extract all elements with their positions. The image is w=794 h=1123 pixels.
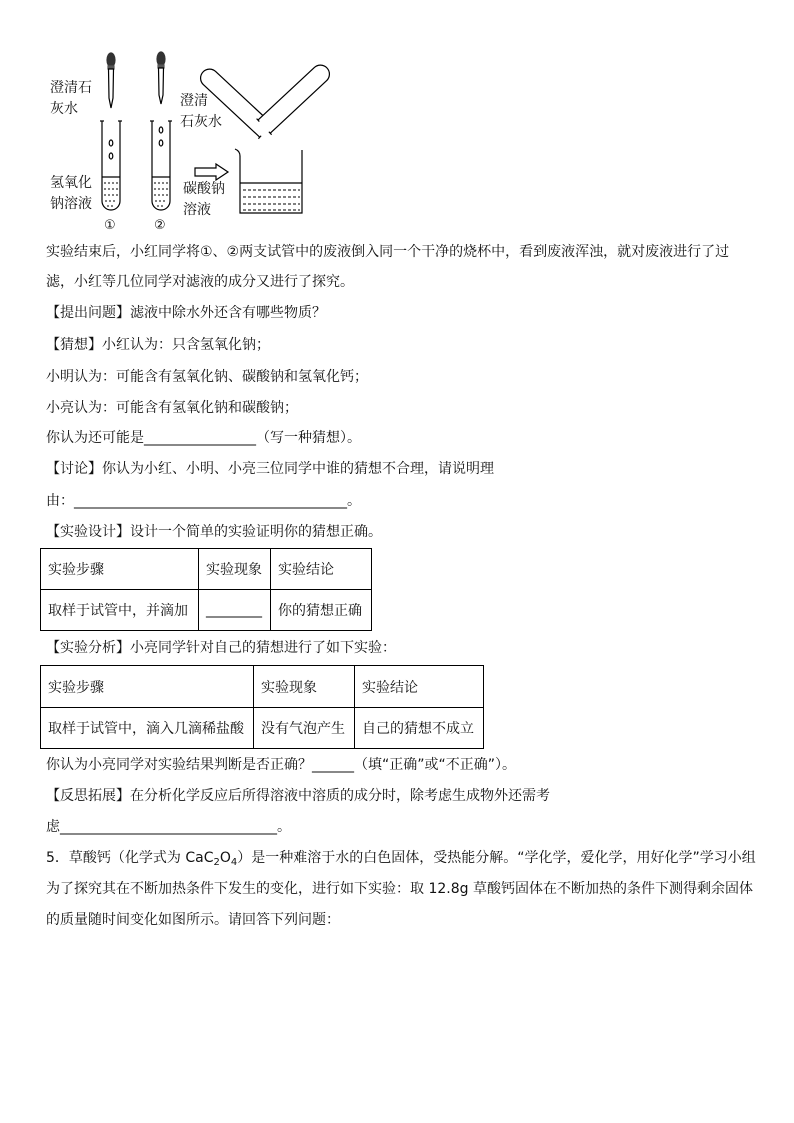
- experiment-analysis-heading: 【实验分析】小亮同学针对自己的猜想进行了如下实验：: [46, 640, 396, 656]
- table-cell: 你的猜想正确: [271, 590, 372, 631]
- question-5-line-2: 为了探究其在不断加热条件下发生的变化，进行如下实验：取 12.8g 草酸钙固体在不断加热的条件下测得剩余固体: [46, 881, 753, 897]
- formula-subscript: 2: [213, 857, 220, 868]
- hypothesis-blank: 你认为还可能是________________（写一种猜想）。: [46, 430, 361, 446]
- left-tube-number: ①: [104, 218, 116, 233]
- right-dropper-label-line-2: 石灰水: [180, 114, 222, 130]
- table-cell-blank: ________: [199, 590, 271, 631]
- hypothesis-xiaohong: 【猜想】小红认为：只含氢氧化钠；: [46, 337, 270, 353]
- table-row: [41, 590, 372, 631]
- table-header-cell: 实验结论: [355, 666, 484, 708]
- right-tube-number: ②: [154, 218, 166, 233]
- left-test-tube: [100, 121, 122, 210]
- experiment-analysis-table: [40, 665, 484, 749]
- right-test-tube: [150, 121, 172, 210]
- left-dropper-label: [50, 78, 92, 120]
- left-tube-label: [50, 173, 92, 215]
- table-header-cell: 实验现象: [254, 666, 355, 708]
- question-5-prefix: 5．草酸钙（化学式为: [46, 850, 186, 866]
- beaker: [235, 149, 302, 213]
- right-tube-label-line-2: 溶液: [183, 202, 211, 218]
- right-tube-label-line-1: 碳酸钠: [183, 181, 225, 197]
- discussion-line-1: 【讨论】你认为小红、小明、小亮三位同学中谁的猜想不合理，请说明理: [46, 461, 494, 477]
- left-dropper: [107, 53, 115, 108]
- left-tube-label-line-1: 氢氧化: [50, 175, 92, 191]
- text-line-1: 实验结束后，小红同学将①、②两支试管中的废液倒入同一个干净的烧杯中，看到废液浑浊，就对废液进行了过: [46, 244, 730, 260]
- question-5-line-1: [46, 848, 756, 868]
- table-cell: 取样于试管中，滴入几滴稀盐酸: [41, 708, 254, 749]
- right-arrow-icon: [195, 164, 228, 180]
- right-dropper-label: [180, 91, 222, 133]
- table-row: [41, 708, 484, 749]
- experiment-design-heading: 【实验设计】设计一个简单的实验证明你的猜想正确。: [46, 524, 382, 540]
- table-row: [41, 549, 372, 590]
- right-dropper: [157, 52, 165, 104]
- formula-part: CaC: [185, 850, 214, 866]
- left-dropper-label-line-1: 澄清石: [50, 80, 92, 96]
- left-tube-label-line-2: 钠溶液: [50, 196, 92, 212]
- text-line-2: 滤，小红等几位同学对滤液的成分又进行了探究。: [46, 274, 354, 290]
- question-5-line-3: 的质量随时间变化如图所示。请回答下列问题：: [46, 912, 340, 928]
- discussion-line-2: 由：_______________________________________。: [46, 493, 361, 509]
- apparatus-figure: [0, 0, 794, 250]
- judgement-question: 你认为小亮同学对实验结果判断是否正确？______（填“正确”或“不正确”）。: [46, 757, 517, 773]
- hypothesis-xiaoming: 小明认为：可能含有氢氧化钠、碳酸钠和氢氧化钙；: [46, 369, 368, 385]
- table-cell: 自己的猜想不成立: [355, 708, 484, 749]
- table-row: [41, 666, 484, 708]
- table-header-cell: 实验结论: [271, 549, 372, 590]
- experiment-design-table: [40, 548, 372, 631]
- table-header-cell: 实验步骤: [41, 666, 254, 708]
- formula-subscript: 4: [230, 857, 238, 868]
- question-heading: 【提出问题】滤液中除水外还含有哪些物质？: [46, 305, 326, 321]
- left-dropper-label-line-2: 灰水: [50, 101, 78, 117]
- table-header-cell: 实验现象: [199, 549, 271, 590]
- reflection-line-1: 【反思拓展】在分析化学反应后所得溶液中溶质的成分时，除考虑生成物外还需考: [46, 788, 550, 804]
- hypothesis-xiaoliang: 小亮认为：可能含有氢氧化钠和碳酸钠；: [46, 400, 298, 416]
- formula-part: O: [219, 850, 231, 866]
- right-dropper-label-line-1: 澄清: [180, 93, 208, 109]
- table-header-cell: 实验步骤: [41, 549, 199, 590]
- pouring-tube-right: [257, 60, 335, 135]
- table-cell: 取样于试管中，并滴加: [41, 590, 199, 631]
- table-cell: 没有气泡产生: [254, 708, 355, 749]
- right-tube-label: [183, 179, 225, 221]
- question-5-suffix: ）是一种难溶于水的白色固体，受热能分解。“学化学，爱化学，用好化学”学习小组: [237, 850, 756, 866]
- reflection-line-2: 虑_______________________________。: [46, 819, 291, 835]
